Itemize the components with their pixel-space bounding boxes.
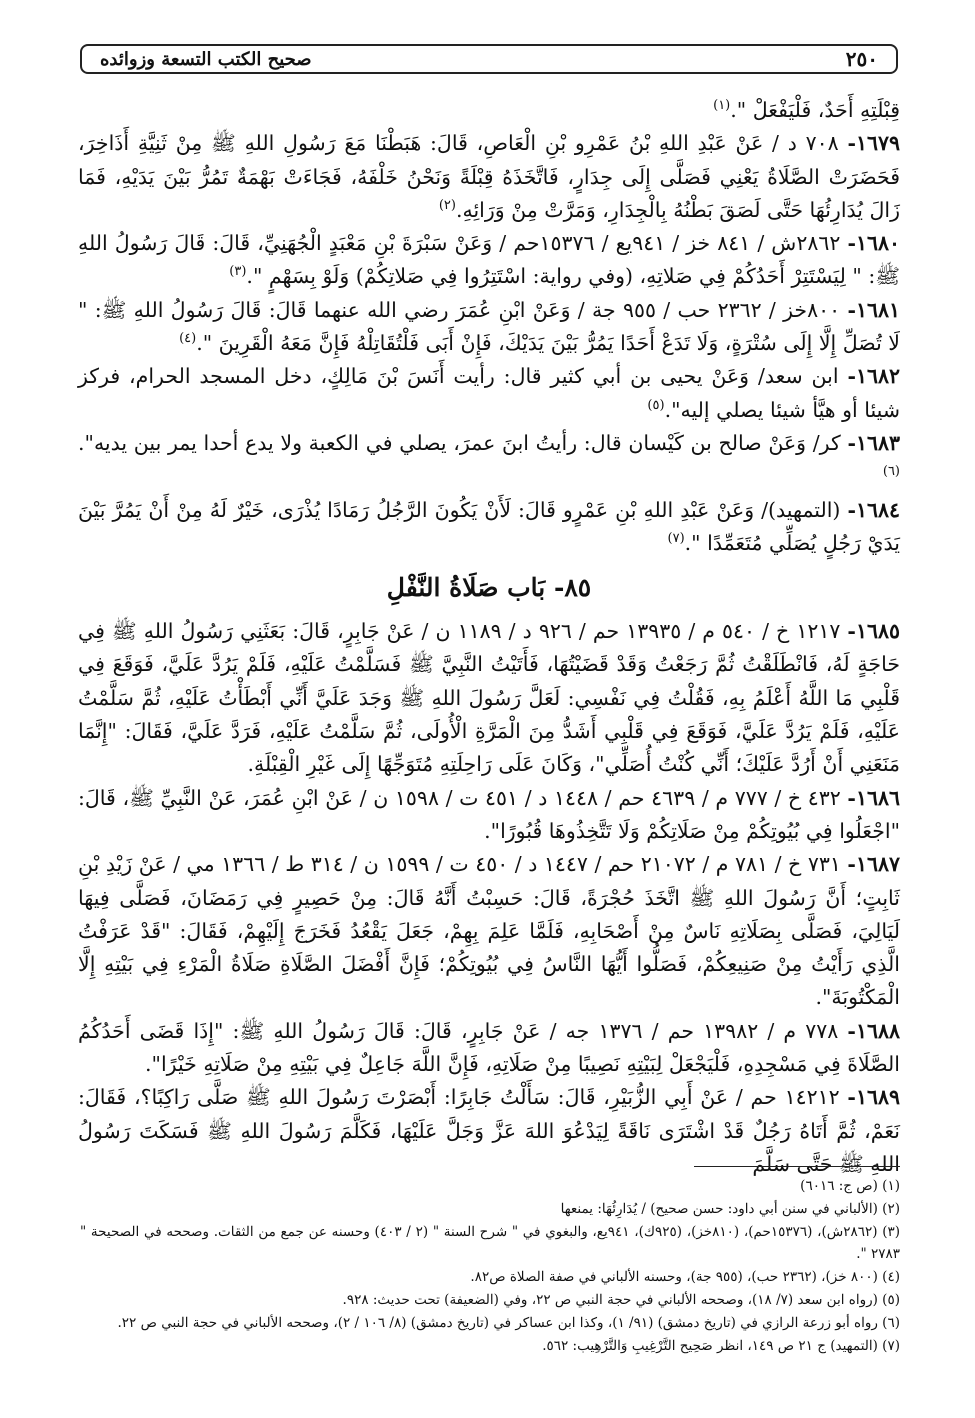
hadith-paragraph	[78, 360, 900, 427]
page-header	[80, 44, 898, 74]
footnotes	[80, 1176, 900, 1359]
hadith-number: ١٦٧٩-	[847, 131, 900, 156]
hadith-number: ١٦٨٤-	[847, 497, 900, 522]
hadith-paragraph	[78, 848, 900, 1014]
hadith-number: ١٦٨٦-	[847, 785, 900, 810]
hadith-number: ١٦٨٩-	[847, 1085, 900, 1110]
hadith-text: ٨٠٠خز / ٢٣٦٢ حب / ٩٥٥ جة / وَعَنْ ابْنِ عُمَرَ رضي الله عنهما قَالَ: قَالَ رَسُولُ اللهِ ﷺ: " لَا تُصَلِّ إِلَّا إِلَى سُتْرَةٍ، وَلَا تَدَعْ أَحَدًا يَمُرُّ بَيْنَ يَدَيْكَ، فَإِنْ أَبَى فَلْتُقَاتِلْهُ فَإِنَّ مَعَهُ الْقَرِينَ ".	[78, 297, 900, 356]
main-text	[78, 94, 900, 1181]
hadith-number: ١٦٨٥-	[847, 619, 900, 644]
hadith-paragraph	[78, 615, 900, 781]
book-title: صحيح الكتب التسعة وزوائده	[100, 48, 312, 70]
section-title: ٨٥- بَاب صَلَاةُ النَّفْلِ	[386, 573, 592, 603]
footnote-ref: (١)	[713, 98, 731, 114]
footnote-ref: (٥)	[647, 397, 665, 413]
hadith-paragraph	[78, 94, 900, 127]
hadith-text: ١٢١٧ خ / ٥٤٠ م / ١٣٩٣٥ حم / ٩٢٦ د / ١١٨٩ ن / عَنْ جَابِرٍ، قَالَ: بَعَثَنِي رَسُولُ اللهِ ﷺ فِي حَاجَةٍ لَهُ، فَانْطَلَقْتُ ثُمَّ رَجَعْتُ وَقَدْ قَضَيْتُهَا، فَأَتَيْتُ النَّبِيَّ ﷺ فَسَلَّمْتُ عَلَيْهِ، فَلَمْ يَرُدَّ عَلَيَّ، فَوَقَعَ فِي قَلْبِي مَا اللَّهُ أَعْلَمُ بِهِ، فَقُلْتُ فِي نَفْسِي: لَعَلَّ رَسُولَ اللهِ ﷺ وَجَدَ عَلَيَّ أَنِّي أَبْطَأْتُ عَلَيْهِ، ثُمَّ سَلَّمْتُ عَلَيْهِ، فَلَمْ يَرُدَّ عَلَيَّ، فَوَقَعَ فِي قَلْبِي أَشَدُّ مِنَ الْمَرَّةِ الْأُولَى، ثُمَّ سَلَّمْتُ عَلَيْهِ، فَرَدَّ عَلَيَّ، فَقَالَ: "إِنَّمَا مَنَعَنِي أَنْ أَرُدَّ عَلَيْكَ؛ أَنِّي كُنْتُ أُصَلِّي"، وَكَانَ عَلَى رَاحِلَتِهِ مُتَوَجِّهًا إِلَى غَيْرِ الْقِبْلَةِ.	[78, 619, 900, 777]
footnote-ref: (٧)	[667, 531, 685, 547]
page-number: ٢٥٠	[845, 47, 878, 71]
footnote: (٤) (٨٠٠ خز)، (٢٣٦٢ حب)، (٩٥٥ جة)، وحسنه الألباني في صفة الصلاة ص٨٢.	[470, 1268, 900, 1285]
footnote: (٣) (٢٨٦٢ش)، (١٥٣٧٦حم)، (٨١٠خز)، (٩٢٥ك)، ٩٤١يع، والبغوي في " شرح السنة " (٢ / ٤٠٣) وحسنه عن جمع من الثقات. وصححه في الصحيحة " ٢٧٨٣ ".	[80, 1224, 901, 1262]
hadith-text: (التمهيد)/ وَعَنْ عَبْدِ اللهِ بْنِ عَمْرٍو قَالَ: لَأَنْ يَكُونَ الرَّجُلُ رَمَادًا يُذْرَى، خَيْرٌ لَهُ مِنْ أَنْ يَمُرَّ بَيْنَ يَدَيْ رَجُلٍ يُصَلِّي مُتَعَمِّدًا ".	[78, 497, 900, 555]
footnote: (٦) رواه أبو زرعة الرازي في (تاريخ دمشق) (٩١/ ١)، وكذا ابن عساكر في (تاريخ دمشق) (٨/ ١٠٦ / ٢)، وصححه الألباني في حجة النبي ص ٢٢.	[117, 1314, 900, 1331]
hadith-number: ١٦٨١-	[847, 297, 900, 322]
hadith-number: ١٦٨٣-	[847, 430, 900, 455]
hadith-paragraph	[78, 1015, 900, 1082]
hadith-text: ٤٣٢ خ / ٧٧٧ م / ٤٦٣٩ حم / ١٤٤٨ د / ٤٥١ ت / ١٥٩٨ ن / عَنْ ابْنِ عُمَرَ، عَنْ النَّبِيِّ ﷺ، قَالَ: "اجْعَلُوا فِي بُيُوتِكُمْ مِنْ صَلَاتِكُمْ وَلَا تَتَّخِذُوهَا قُبُورًا".	[78, 785, 900, 843]
hadith-number: ١٦٨٠-	[847, 231, 900, 256]
hadith-paragraph	[78, 294, 900, 361]
footnote-divider	[694, 1166, 900, 1167]
footnote-ref: (٤)	[179, 331, 197, 347]
hadith-text: ٧٧٨ م / ١٣٩٨٢ حم / ١٣٧٦ جه / عَنْ جَابِرٍ، قَالَ: قَالَ رَسُولُ اللهِ ﷺ: "إِذَا قَضَى أَحَدُكُمُ الصَّلَاةَ فِي مَسْجِدِهِ، فَلْيَجْعَلْ لِبَيْتِهِ نَصِيبًا مِنْ صَلَاتِهِ، فَإِنَّ اللَّهَ جَاعِلٌ فِي بَيْتِهِ مِنْ صَلَاتِهِ خَيْرًا".	[78, 1018, 900, 1077]
hadith-text: ٧٠٨ د / عَنْ عَبْدِ اللهِ بْنُ عَمْرِو بْنِ الْعَاصِ، قَالَ: هَبَطْنَا مَعَ رَسُولِ اللهِ ﷺ مِنْ ثَنِيَّةِ أَذَاخِرَ، فَحَضَرَتْ الصَّلَاةُ يَعْنِي فَصَلَّى إِلَى جِدَارٍ، فَاتَّخَذَهُ قِبْلَةً وَنَحْنُ خَلْفَهُ، فَجَاءَتْ بَهْمَةٌ تَمُرُّ بَيْنَ يَدَيْهِ، فَمَا زَالَ يُدَارِئُهَا حَتَّى لَصَقَ بَطْنُهُ بِالْجِدَارِ، وَمَرَّتْ مِنْ وَرَائِهِ.	[78, 131, 900, 222]
footnote: (٥) (رواه ابن سعد (٧/ ١٨)، وصححه الألباني في حجة النبي ص ٢٢، وفي (الضعيفة) تحت حديث: ٩٢٨.	[342, 1291, 900, 1308]
hadith-text: ٧٣١ خ / ٧٨١ م / ٢١٠٧٢ حم / ١٤٤٧ د / ٤٥٠ ت / ١٥٩٩ ن / ٣١٤ ط / ١٣٦٦ مي / عَنْ زَيْدِ بْنِ ثَابِتٍ؛ أَنَّ رَسُولَ اللهِ ﷺ اتَّخَذَ حُجْرَةً، قَالَ: حَسِبْتُ أَنَّهُ قَالَ: مِنْ حَصِيرٍ فِي رَمَضَانَ، فَصَلَّى فِيهَا لَيَالِيَ، فَصَلَّى بِصَلَاتِهِ نَاسٌ مِنْ أَصْحَابِهِ، فَلَمَّا عَلِمَ بِهِمْ، جَعَلَ يَقْعُدُ فَخَرَجَ إِلَيْهِمْ، فَقَالَ: "قَدْ عَرَفْتُ الَّذِي رَأَيْتُ مِنْ صَنِيعِكُمْ، فَصَلُّوا أَيُّهَا النَّاسُ فِي بُيُوتِكُمْ؛ فَإِنَّ أَفْضَلَ الصَّلَاةِ صَلَاةُ الْمَرْءِ فِي بَيْتِهِ إِلَّا الْمَكْتُوبَةَ".	[78, 852, 900, 1010]
footnote: (٧) (التمهيد) ج ٢١ ص ١٤٩، انظر صَحِيح التَّرْغِيبِ وَالتَّرْهِيب: ٥٦٢.	[542, 1337, 900, 1354]
hadith-text: ابن سعد/ وَعَنْ يحيى بن أبي كثير قال: رأيت أَنَسَ بْنَ مَالِكٍ، دخل المسجد الحرام، فركز شيئا أو هيَّأ شيئا يصلي إليه".	[78, 364, 900, 422]
hadith-number: ١٦٨٧-	[847, 852, 900, 877]
hadith-number: ١٦٨٢-	[847, 364, 900, 389]
footnote-ref: (٢)	[438, 198, 456, 214]
hadith-paragraph	[78, 494, 900, 561]
footnote-ref: (٦)	[882, 464, 900, 480]
footnote: (١) (ص ج: ٦٠١٦)	[800, 1178, 900, 1194]
hadith-number: ١٦٨٨-	[847, 1018, 900, 1043]
footnote: (٢) (الألباني في سنن أبي داود: حسن صحيح) / يُدَارِئُهَا: يمنعها	[560, 1201, 900, 1217]
hadith-text: ٢٨٦٢ش / ٨٤١ خز / ٩٤١يع / ١٥٣٧٦حم / وَعَنْ سَبْرَةَ بْنِ مَعْبَدٍ الْجُهَنِيِّ، قَالَ: قَالَ رَسُولُ اللهِ ﷺ: " لِيَسْتَتِرْ أَحَدُكُمْ فِي صَلاتِهِ، (وفي رواية: اسْتَتِرُوا فِي صَلاتِكُمْ) وَلَوْ بِسَهْمٍ ".	[78, 231, 900, 289]
hadith-paragraph	[78, 127, 900, 227]
hadith-paragraph	[78, 782, 900, 849]
hadith-paragraph	[78, 227, 900, 294]
footnote-ref: (٣)	[229, 264, 247, 280]
hadith-text: كر/ وَعَنْ صالح بن كَيْسان قال: رأيتُ ابنَ عمرَ، يصلي في الكعبة ولا يدع أحدا يمر بين يديه".	[78, 430, 848, 455]
hadith-text: ١٤٢١٢ حم / عَنْ أَبِي الزُّبَيْرِ، قَالَ: سَأَلْتُ جَابِرًا: أَبْصَرْتَ رَسُولَ اللهِ ﷺ صَلَّى رَاكِبًا؟، فَقَالَ: نَعَمْ، ثُمَّ أَتَاهُ رَجُلٌ قَدْ اشْتَرَى نَاقَةً لِيَدْعُوَ اللهَ عَزَّ وَجَلَّ عَلَيْهَا، فَكَلَّمَ رَسُولَ اللهِ ﷺ فَسَكَتَ رَسُولُ اللهِ ﷺ حَتَّى سَلَّمَ	[78, 1085, 900, 1176]
hadith-text: قِبْلَتِهِ أَحَدٌ، فَلْيَفْعَلْ ".	[730, 98, 900, 122]
hadith-paragraph	[78, 427, 900, 494]
